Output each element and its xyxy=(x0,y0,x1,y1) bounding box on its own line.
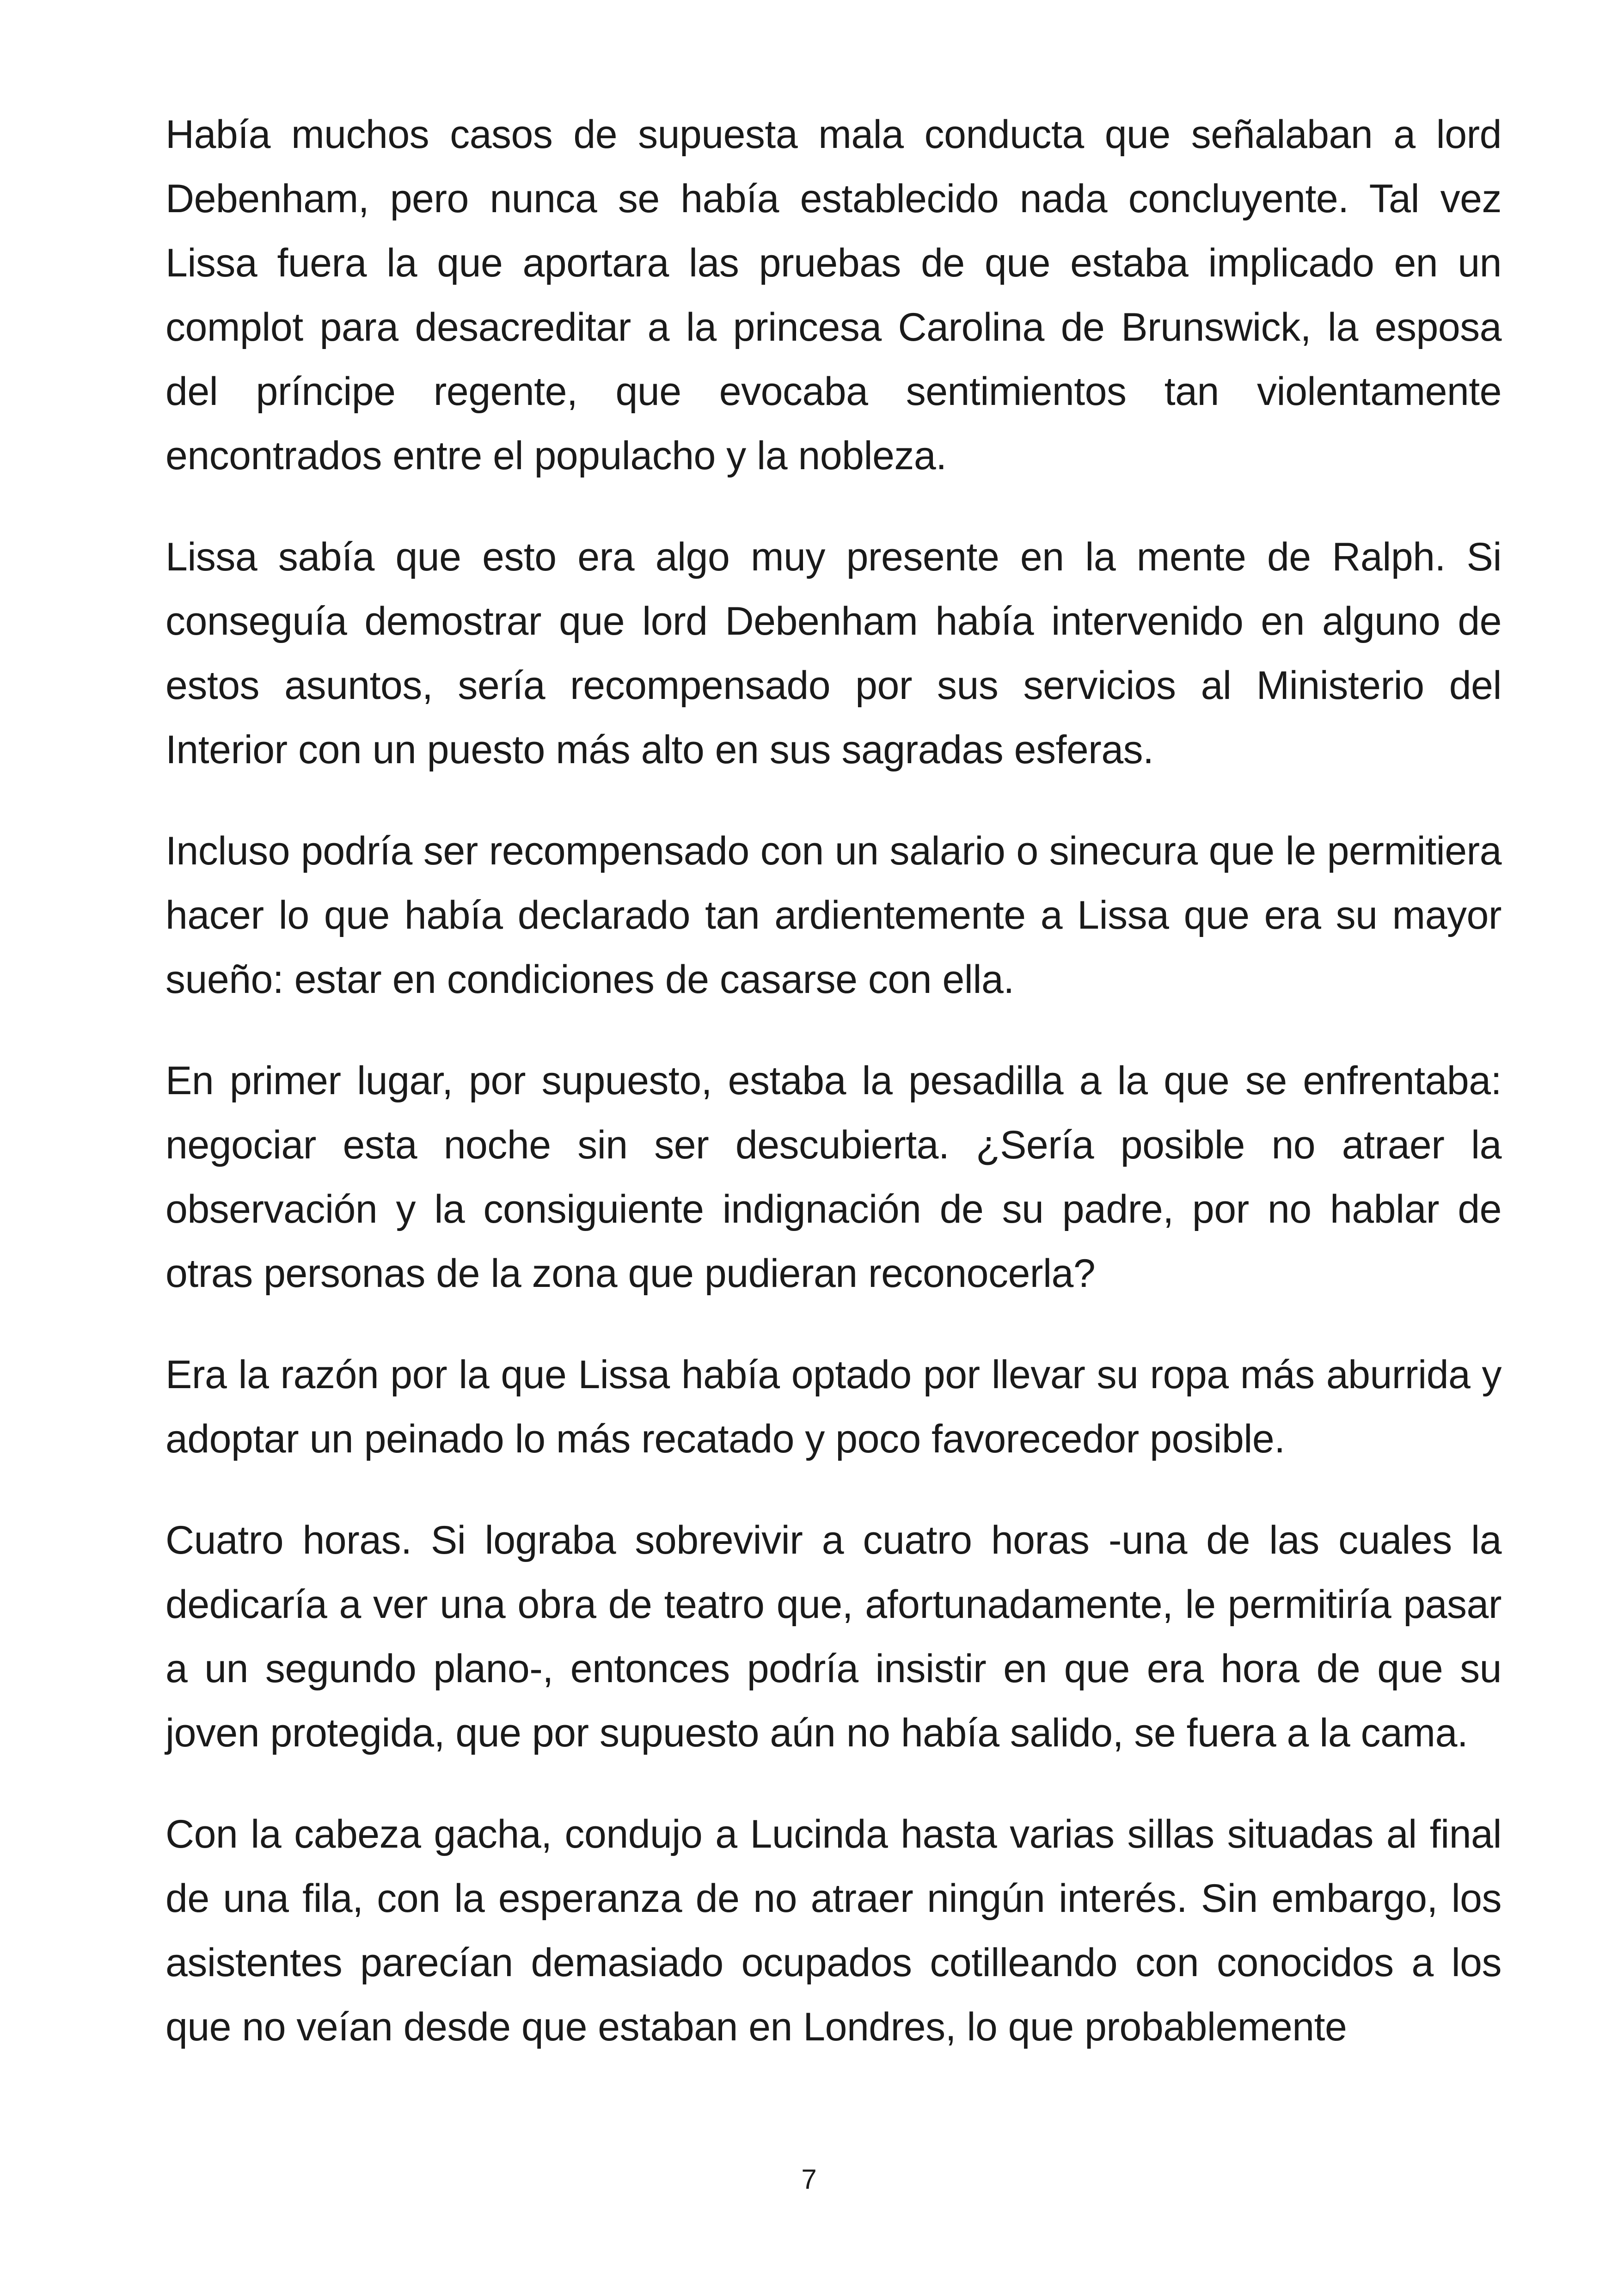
paragraph-2: Lissa sabía que esto era algo muy presente en la mente de Ralph. Si conseguía demostrar que lord Debenham había intervenido en alguno de estos asuntos, sería recompensado por sus servicios al Ministerio del Interior con un puesto más alto en sus sagradas esferas. xyxy=(165,535,1502,772)
paragraph-3: Incluso podría ser recompensado con un salario o sinecura que le permitiera hacer lo que había declarado tan ardientemente a Lissa que era su mayor sueño: estar en condiciones de casarse con ella. xyxy=(165,829,1502,1002)
paragraph-6: Cuatro horas. Si lograba sobrevivir a cuatro horas -una de las cuales la dedicaría a ver una obra de teatro que, afortunadamente, le permitiría pasar a un segundo plano-, entonces podría insistir en que era hora de que su joven protegida, que por supuesto aún no había salido, se fuera a la cama. xyxy=(165,1518,1502,1755)
paragraph-5: Era la razón por la que Lissa había optado por llevar su ropa más aburrida y adoptar un peinado lo más recatado y poco favorecedor posible. xyxy=(165,1353,1502,1461)
paragraph-1: Había muchos casos de supuesta mala conducta que señalaban a lord Debenham, pero nunca se había establecido nada concluyente. Tal vez Lissa fuera la que aportara las pruebas de que estaba implicado en un complot para desacreditar a la princesa Carolina de Brunswick, la esposa del príncipe regente, que evocaba sentimientos tan violentamente encontrados entre el populacho y la nobleza. xyxy=(165,112,1502,478)
paragraph-7: Con la cabeza gacha, condujo a Lucinda hasta varias sillas situadas al final de una fila, con la esperanza de no atraer ningún interés. Sin embargo, los asistentes parecían demasiado ocupados cotilleando con conocidos a los que no veían desde que estaban en Londres, lo que probablemente xyxy=(165,1812,1502,2049)
page-number: 7 xyxy=(801,2164,817,2195)
body-text xyxy=(165,103,1502,2059)
paragraph-4: En primer lugar, por supuesto, estaba la pesadilla a la que se enfrentaba: negociar esta noche sin ser descubierta. ¿Sería posible no atraer la observación y la consiguiente indignación de su padre, por no hablar de otras personas de la zona que pudieran reconocerla? xyxy=(165,1059,1502,1296)
